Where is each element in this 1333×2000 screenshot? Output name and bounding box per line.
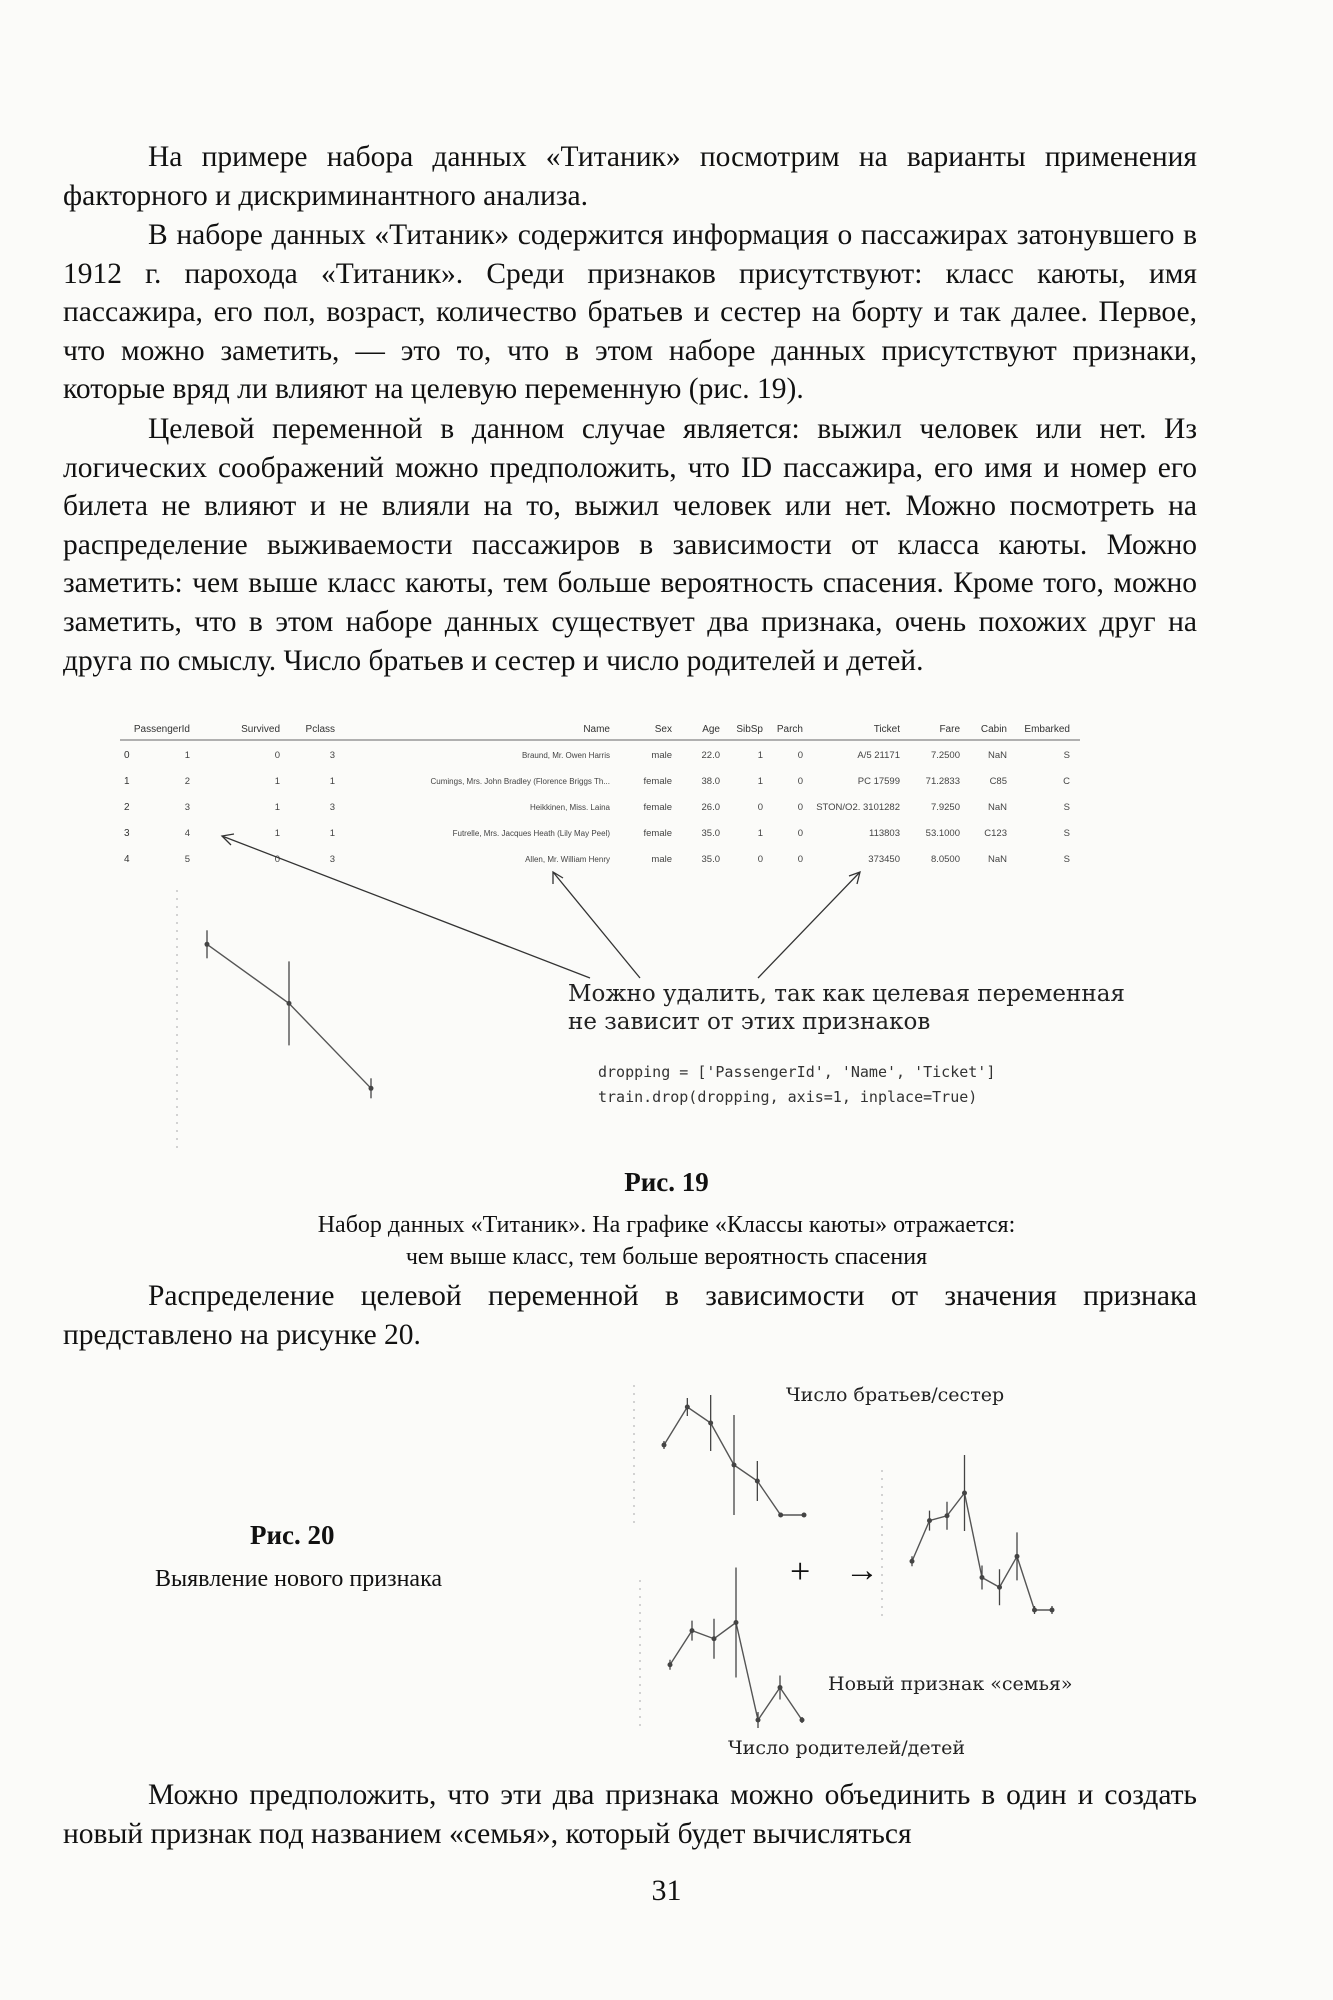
arrow-sign: → (845, 1552, 879, 1589)
annotation-line-2: не зависит от этих признаков (568, 1009, 931, 1035)
table-cell: C (1063, 776, 1070, 787)
table-cell: 4 (184, 828, 190, 839)
table-cell: 5 (184, 854, 190, 865)
chart-point (945, 1513, 950, 1518)
paragraph-1: На примере набора данных «Титаник» посмотрим на варианты применения факторного и дискриминантного анализа. (63, 141, 1197, 212)
chart-point (1050, 1608, 1055, 1613)
table-cell: 22.0 (701, 750, 720, 761)
chart-point (1015, 1554, 1020, 1559)
table-cell: male (651, 854, 672, 865)
table-cell: 0 (757, 802, 763, 813)
table-cell: 113803 (869, 828, 900, 839)
chart-point (369, 1086, 374, 1091)
table-cell: C123 (984, 828, 1007, 839)
table-header-cell: Cabin (980, 724, 1007, 735)
chart-point (800, 1718, 805, 1723)
table-cell: 1 (329, 828, 335, 839)
fig20-caption-text: Выявление нового признака (155, 1566, 443, 1592)
table-header-cell: Parch (776, 724, 803, 735)
fig20-caption-title: Рис. 20 (250, 1520, 335, 1550)
class-survival-chart (177, 890, 374, 1150)
family-chart (882, 1455, 1055, 1620)
table-header-cell: Name (583, 724, 610, 735)
chart-point (708, 1421, 713, 1426)
table-cell: 7.9250 (930, 802, 960, 813)
table-cell: 0 (757, 854, 763, 865)
chart-line (664, 1407, 804, 1515)
chart-point (732, 1463, 737, 1468)
table-cell: 1 (274, 776, 280, 787)
chart-point (802, 1513, 807, 1518)
table-cell: 1 (757, 776, 763, 787)
table-cell: Braund, Mr. Owen Harris (521, 751, 610, 760)
table-cell: female (643, 802, 672, 813)
table-cell: NaN (987, 854, 1007, 865)
fig19-caption-title: Рис. 19 (624, 1167, 709, 1197)
fig19-annotation (568, 980, 1125, 1036)
table-cell: S (1063, 854, 1070, 865)
chart-point (668, 1662, 673, 1667)
table-header (134, 724, 1070, 735)
table-cell: 1 (184, 750, 190, 761)
table-cell: Futrelle, Mrs. Jacques Heath (Lily May Peel) (452, 829, 610, 838)
table-header-cell: Embarked (1024, 724, 1070, 735)
sibsp-chart (634, 1385, 807, 1525)
chart-point (287, 1001, 292, 1006)
table-row-index: 4 (124, 854, 130, 865)
table-header-cell: Sex (654, 724, 672, 735)
table-cell: 26.0 (701, 802, 720, 813)
chart-point (662, 1443, 667, 1448)
table-cell: 3 (329, 750, 335, 761)
paragraph-2: В наборе данных «Титаник» содержится информация о пассажирах затонувшего в 1912 г. парохода «Титаник». Среди признаков присутствуют: класс каюты, имя пассажира, его пол, возраст, количество братьев и сестер на борту и так далее. Первое, что можно заметить, — это то, что в этом наборе данных присутствуют признаки, которые вряд ли влияют на целевую переменную (рис. 19). (63, 219, 1197, 406)
fig19-caption-line-2: чем выше класс, тем больше вероятность спасения (405, 1244, 928, 1270)
sibsp-label: Число братьев/сестер (786, 1384, 1005, 1406)
chart-point (756, 1718, 761, 1723)
table-cell: 0 (274, 750, 280, 761)
table-cell: 0 (797, 828, 803, 839)
paragraph-5: Можно предположить, что эти два признака можно объединить в один и создать новый признак под названием «семья», который будет вычисляться (63, 1779, 1197, 1850)
table-cell: S (1063, 750, 1070, 761)
table-cell: 3 (329, 802, 335, 813)
table-cell: 7.2500 (930, 750, 960, 761)
table-cell: 1 (274, 802, 280, 813)
arrow-to-name (553, 872, 640, 978)
table-header-cell: Fare (939, 724, 960, 735)
table-cell: 1 (757, 828, 763, 839)
table-cell: 1 (329, 776, 335, 787)
arrow-head-ticket (849, 872, 860, 884)
chart-point (910, 1559, 915, 1564)
parch-chart (640, 1568, 805, 1731)
table-row-index: 2 (124, 802, 130, 813)
table-header-cell: PassengerId (133, 724, 190, 735)
paragraph-3: Целевой переменной в данном случае является: выжил человек или нет. Из логических соображений можно предположить, что ID пассажира, его имя и номер его билета не влияют и не влияли на то, выжил человек или нет. Можно посмотреть на распределение выживаемости пассажиров в зависимости от класса каюты. Можно заметить: чем выше класс каюты, тем больше вероятность спасения. Кроме того, можно заметить, что в этом наборе данных существует два признака, очень похожих друг на друга по смыслу. Число братьев и сестер и число родителей и детей. (63, 413, 1197, 677)
chart-point (690, 1628, 695, 1633)
table-header-cell: Age (702, 724, 720, 735)
chart-line (670, 1623, 802, 1721)
table-cell: S (1063, 802, 1070, 813)
chart-line (912, 1493, 1052, 1610)
table-cell: 2 (184, 776, 190, 787)
chart-point (755, 1479, 760, 1484)
table-cell: 38.0 (701, 776, 720, 787)
table-cell: 1 (757, 750, 763, 761)
chart-point (685, 1405, 690, 1410)
table-cell: 8.0500 (930, 854, 960, 865)
titanic-table (120, 718, 1080, 866)
arrow-to-ticket (758, 872, 860, 978)
chart-point (997, 1585, 1002, 1590)
table-row-index: 0 (124, 750, 130, 761)
table-body (124, 750, 1070, 865)
chart-point (712, 1636, 717, 1641)
table-header-cell: Survived (241, 724, 280, 735)
family-label: Новый признак «семья» (828, 1673, 1073, 1695)
table-cell: 0 (274, 854, 280, 865)
chart-point (778, 1513, 783, 1518)
table-cell: 53.1000 (925, 828, 960, 839)
code-line-1: dropping = ['PassengerId', 'Name', 'Ticket'] (598, 1063, 996, 1081)
annotation-line-1: Можно удалить, так как целевая переменная (568, 981, 1125, 1007)
chart-point (778, 1685, 783, 1690)
table-cell: 0 (797, 854, 803, 865)
table-cell: 71.2833 (925, 776, 960, 787)
table-cell: 373450 (868, 854, 900, 865)
chart-line (207, 944, 371, 1088)
paragraph-4: Распределение целевой переменной в зависимости от значения признака представлено на рисунке 20. (63, 1280, 1197, 1351)
table-cell: 0 (797, 802, 803, 813)
fig19-caption-line-1: Набор данных «Титаник». На графике «Классы каюты» отражается: (317, 1212, 1016, 1238)
page-number: 31 (651, 1874, 682, 1907)
code-snippet (598, 1060, 995, 1110)
table-cell: NaN (987, 802, 1007, 813)
table-cell: STON/O2. 3101282 (816, 802, 900, 813)
table-cell: female (643, 828, 672, 839)
table-cell: female (643, 776, 672, 787)
table-cell: 0 (797, 776, 803, 787)
table-cell: PC 17599 (857, 776, 900, 787)
chart-point (1032, 1608, 1037, 1613)
table-header-cell: Pclass (305, 724, 335, 735)
chart-point (205, 942, 210, 947)
table-header-cell: SibSp (736, 724, 763, 735)
table-cell: 3 (184, 802, 190, 813)
chart-point (980, 1575, 985, 1580)
table-cell: Allen, Mr. William Henry (525, 855, 610, 864)
table-cell: male (651, 750, 672, 761)
table-cell: 35.0 (701, 828, 720, 839)
table-cell: NaN (987, 750, 1007, 761)
table-row-index: 3 (124, 828, 130, 839)
table-cell: 3 (329, 854, 335, 865)
table-header-cell: Ticket (873, 724, 900, 735)
table-cell: 0 (797, 750, 803, 761)
table-cell: S (1063, 828, 1070, 839)
chart-point (734, 1620, 739, 1625)
arrow-head-name (553, 872, 563, 884)
plus-sign: + (790, 1551, 811, 1591)
table-cell: C85 (989, 776, 1007, 787)
chart-point (927, 1518, 932, 1523)
table-cell: 35.0 (701, 854, 720, 865)
table-cell: 1 (274, 828, 280, 839)
code-line-2: train.drop(dropping, axis=1, inplace=True) (598, 1088, 978, 1106)
parch-label: Число родителей/детей (728, 1737, 965, 1759)
table-row-index: 1 (124, 776, 130, 787)
chart-point (962, 1491, 967, 1496)
table-cell: Heikkinen, Miss. Laina (529, 803, 610, 812)
table-cell: Cumings, Mrs. John Bradley (Florence Briggs Th... (430, 777, 610, 786)
table-cell: A/5 21171 (857, 750, 900, 761)
